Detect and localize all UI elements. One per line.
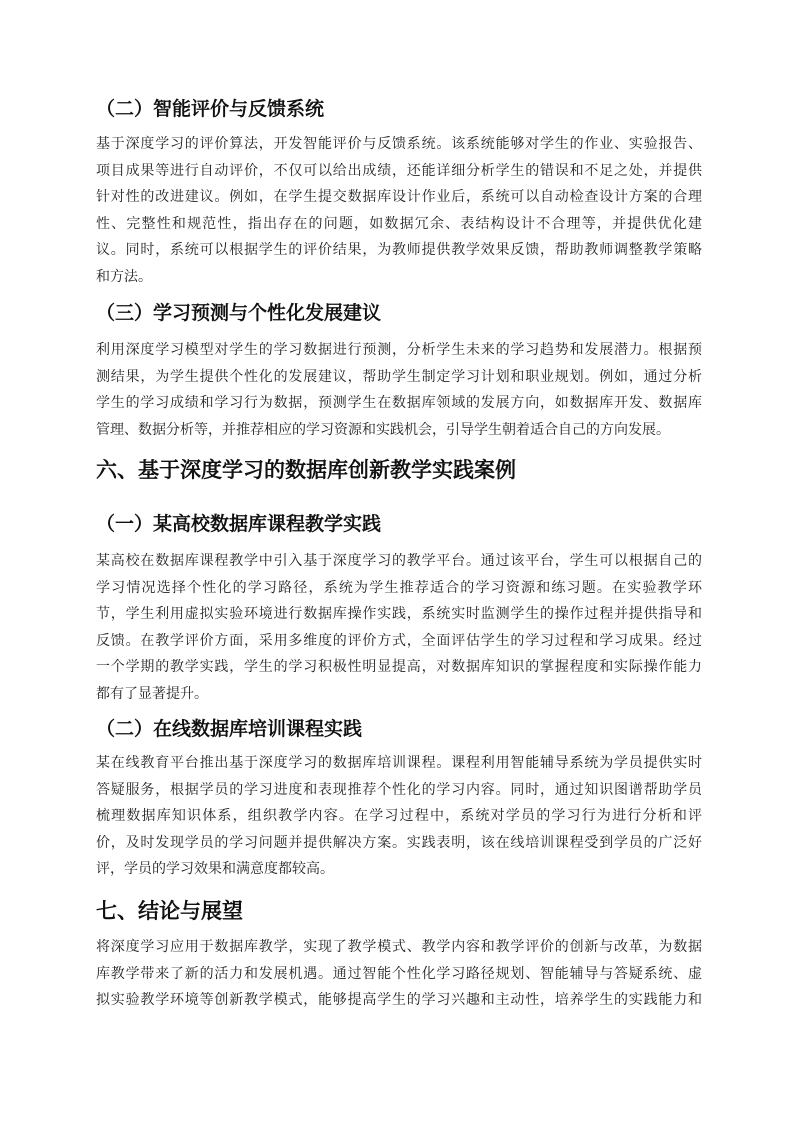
text-line: 管理、数据分析等，并推荐相应的学习资源和实践机会，引导学生朝着适合自己的方向发展。	[96, 421, 670, 438]
text-line: 节，学生利用虚拟实验环境进行数据库操作实践，系统实时监测学生的操作过程并提供指导和	[96, 606, 702, 623]
text-line: 某高校在数据库课程教学中引入基于深度学习的教学平台。通过该平台，学生可以根据自己的	[96, 553, 702, 569]
paragraph-intelligent-evaluation	[96, 131, 702, 291]
text-line: 库教学带来了新的活力和发展机遇。通过智能个性化学习路径规划、智能辅导与答疑系统、虚	[96, 965, 702, 982]
text-line: 议。同时，系统可以根据学生的评价结果，为教师提供教学效果反馈，帮助教师调整教学策略	[96, 242, 702, 259]
paragraph-online-course-case	[96, 750, 702, 883]
text-line: 学生的学习成绩和学习行为数据，预测学生在数据库领域的发展方向，如数据库开发、数据库	[96, 395, 702, 412]
section-heading-university-case: （一）某高校数据库课程教学实践	[96, 513, 382, 535]
text-line: 某在线教育平台推出基于深度学习的数据库培训课程。课程利用智能辅导系统为学员提供实时	[96, 755, 702, 771]
text-line: 和方法。	[96, 268, 152, 285]
chapter-heading-teaching-cases: 六、基于深度学习的数据库创新教学实践案例	[96, 458, 516, 482]
chapter-heading-conclusion: 七、结论与展望	[96, 899, 243, 923]
text-line: 拟实验教学环境等创新教学模式，能够提高学生的学习兴趣和主动性，培养学生的实践能力和	[96, 992, 702, 1009]
section-heading-intelligent-evaluation: （二）智能评价与反馈系统	[96, 98, 325, 120]
text-line: 评，学员的学习效果和满意度都较高。	[96, 861, 334, 878]
text-line: 答疑服务，根据学员的学习进度和表现推荐个性化的学习内容。同时，通过知识图谱帮助学员	[96, 781, 702, 798]
text-line: 价，及时发现学员的学习问题并提供解决方案。实践表明，该在线培训课程受到学员的广泛好	[96, 834, 702, 851]
text-line: 梳理数据库知识体系，组织教学内容。在学习过程中，系统对学员的学习行为进行分析和评	[96, 808, 702, 825]
text-line: 反馈。在教学评价方面，采用多维度的评价方式，全面评估学生的学习过程和学习成果。经过	[96, 632, 702, 649]
paragraph-conclusion	[96, 934, 702, 1014]
text-line: 一个学期的教学实践，学生的学习积极性明显提高，对数据库知识的掌握程度和实际操作能力	[96, 659, 702, 676]
paragraph-learning-prediction	[96, 337, 702, 443]
section-heading-learning-prediction: （三）学习预测与个性化发展建议	[96, 302, 382, 324]
paragraph-university-case	[96, 548, 702, 708]
text-line: 基于深度学习的评价算法，开发智能评价与反馈系统。该系统能够对学生的作业、实验报告、	[96, 136, 702, 152]
text-line: 学习情况选择个性化的学习路径，系统为学生推荐适合的学习资源和练习题。在实验教学环	[96, 579, 702, 596]
text-line: 项目成果等进行自动评价，不仅可以给出成绩，还能详细分析学生的错误和不足之处，并提供	[96, 162, 702, 179]
text-line: 针对性的改进建议。例如，在学生提交数据库设计作业后，系统可以自动检查设计方案的合理	[96, 189, 702, 206]
text-line: 都有了显著提升。	[96, 685, 208, 702]
section-heading-online-course-case: （二）在线数据库培训课程实践	[96, 718, 363, 740]
text-line: 利用深度学习模型对学生的学习数据进行预测，分析学生未来的学习趋势和发展潜力。根据预	[96, 342, 702, 358]
text-line: 将深度学习应用于数据库教学，实现了教学模式、教学内容和教学评价的创新与改革，为数据	[96, 939, 702, 955]
text-line: 测结果，为学生提供个性化的发展建议，帮助学生制定学习计划和职业规划。例如，通过分析	[96, 368, 702, 385]
text-line: 性、完整性和规范性，指出存在的问题，如数据冗余、表结构设计不合理等，并提供优化建	[96, 215, 702, 232]
